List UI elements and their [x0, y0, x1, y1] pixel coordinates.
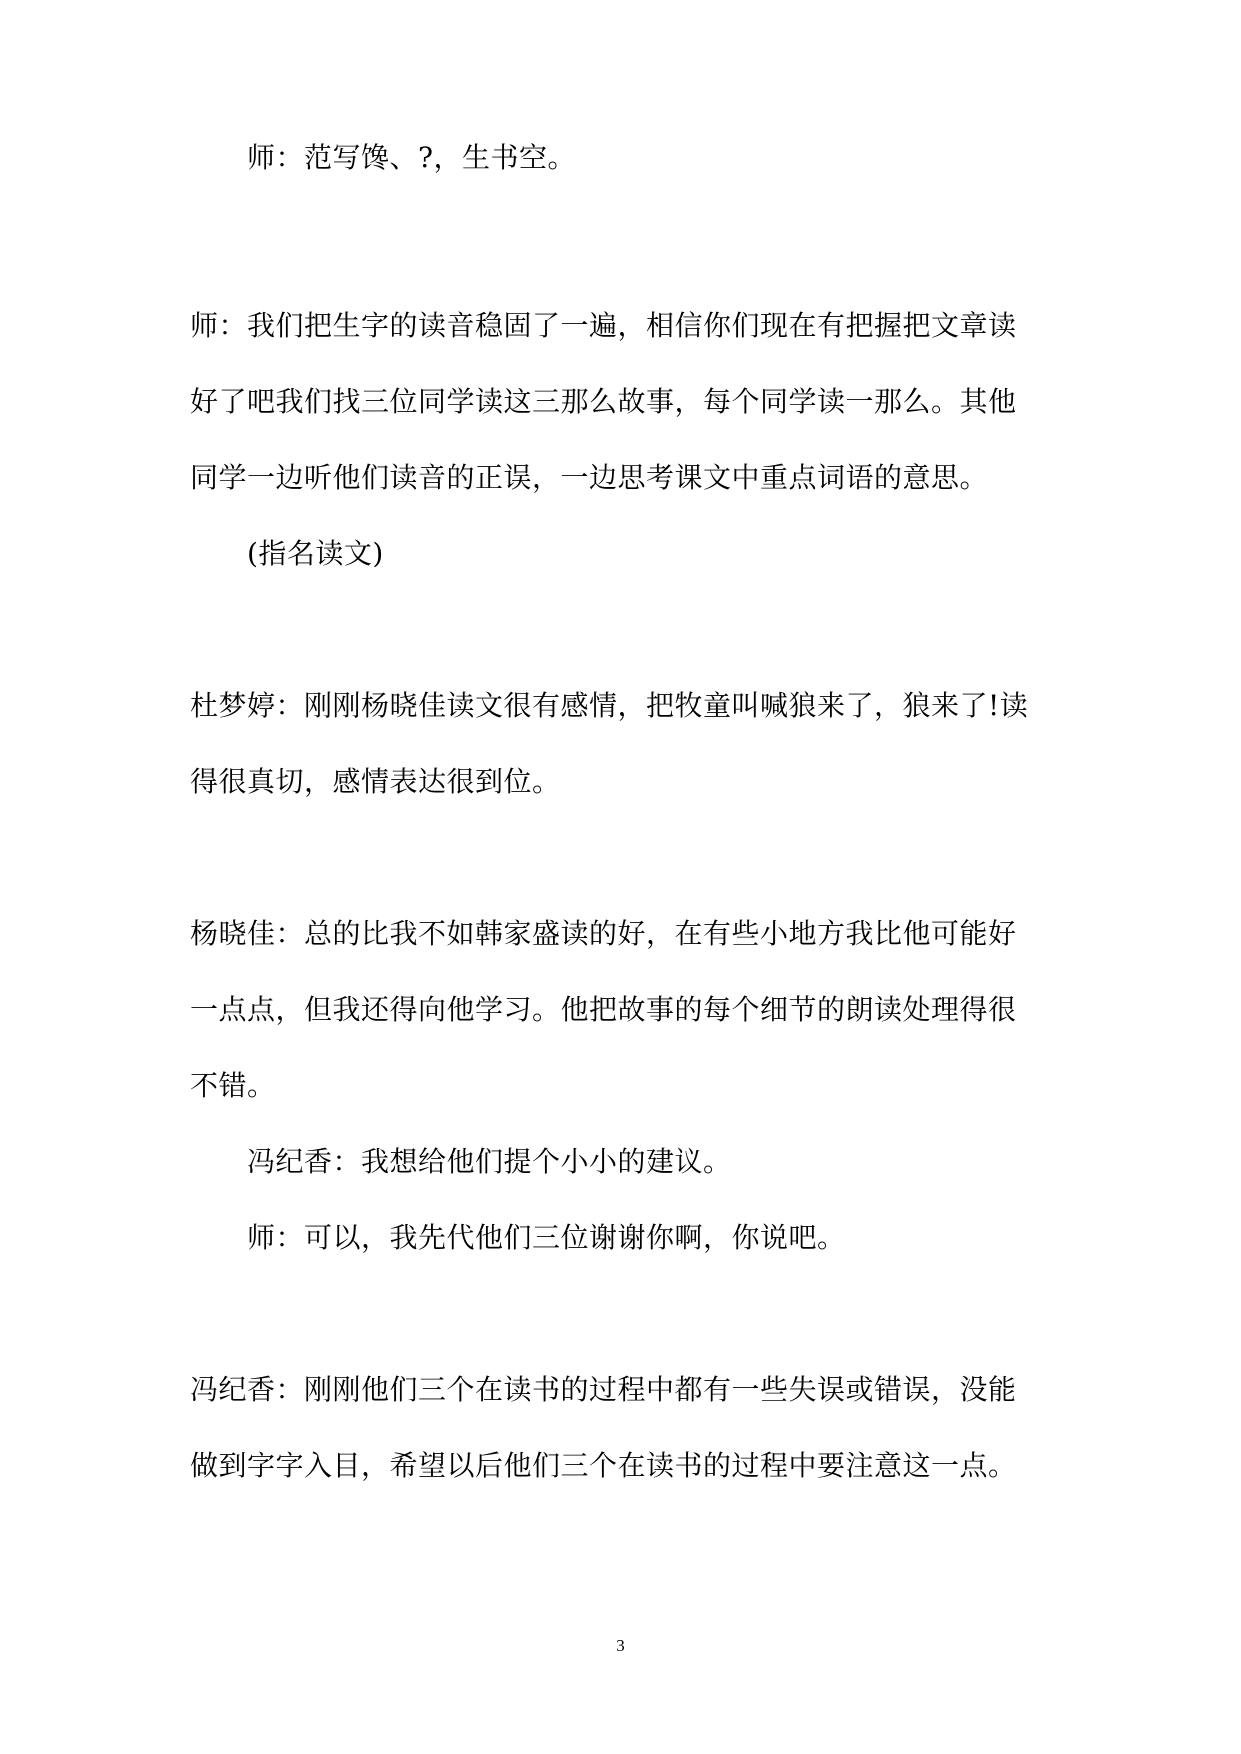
text-line: 师：我们把生字的读音稳固了一遍，相信你们现在有把握把文章读 — [190, 309, 1017, 342]
text-line: 杜梦婷：刚刚杨晓佳读文很有感情，把牧童叫喊狼来了，狼来了!读 — [190, 689, 1029, 722]
text-line: 杨晓佳：总的比我不如韩家盛读的好，在有些小地方我比他可能好 — [190, 917, 1017, 950]
text-line: 同学一边听他们读音的正误，一边思考课文中重点词语的意思。 — [190, 461, 989, 494]
text-line: 不错。 — [190, 1069, 276, 1102]
page-number: 3 — [616, 1636, 625, 1655]
text-line: (指名读文) — [247, 537, 384, 570]
text-line: 冯纪香：刚刚他们三个在读书的过程中都有一些失误或错误，没能 — [190, 1373, 1017, 1406]
text-line: 好了吧我们找三位同学读这三那么故事，每个同学读一那么。其他 — [190, 385, 1017, 418]
text-line: 师：范写馋、?，生书空。 — [247, 141, 577, 174]
text-line: 一点点，但我还得向他学习。他把故事的每个细节的朗读处理得很 — [190, 993, 1017, 1026]
text-line: 师：可以，我先代他们三位谢谢你啊，你说吧。 — [247, 1221, 846, 1254]
text-line: 冯纪香：我想给他们提个小小的建议。 — [247, 1145, 732, 1178]
text-line: 做到字字入目，希望以后他们三个在读书的过程中要注意这一点。 — [190, 1449, 1017, 1482]
text-line: 得很真切，感情表达很到位。 — [190, 765, 561, 798]
